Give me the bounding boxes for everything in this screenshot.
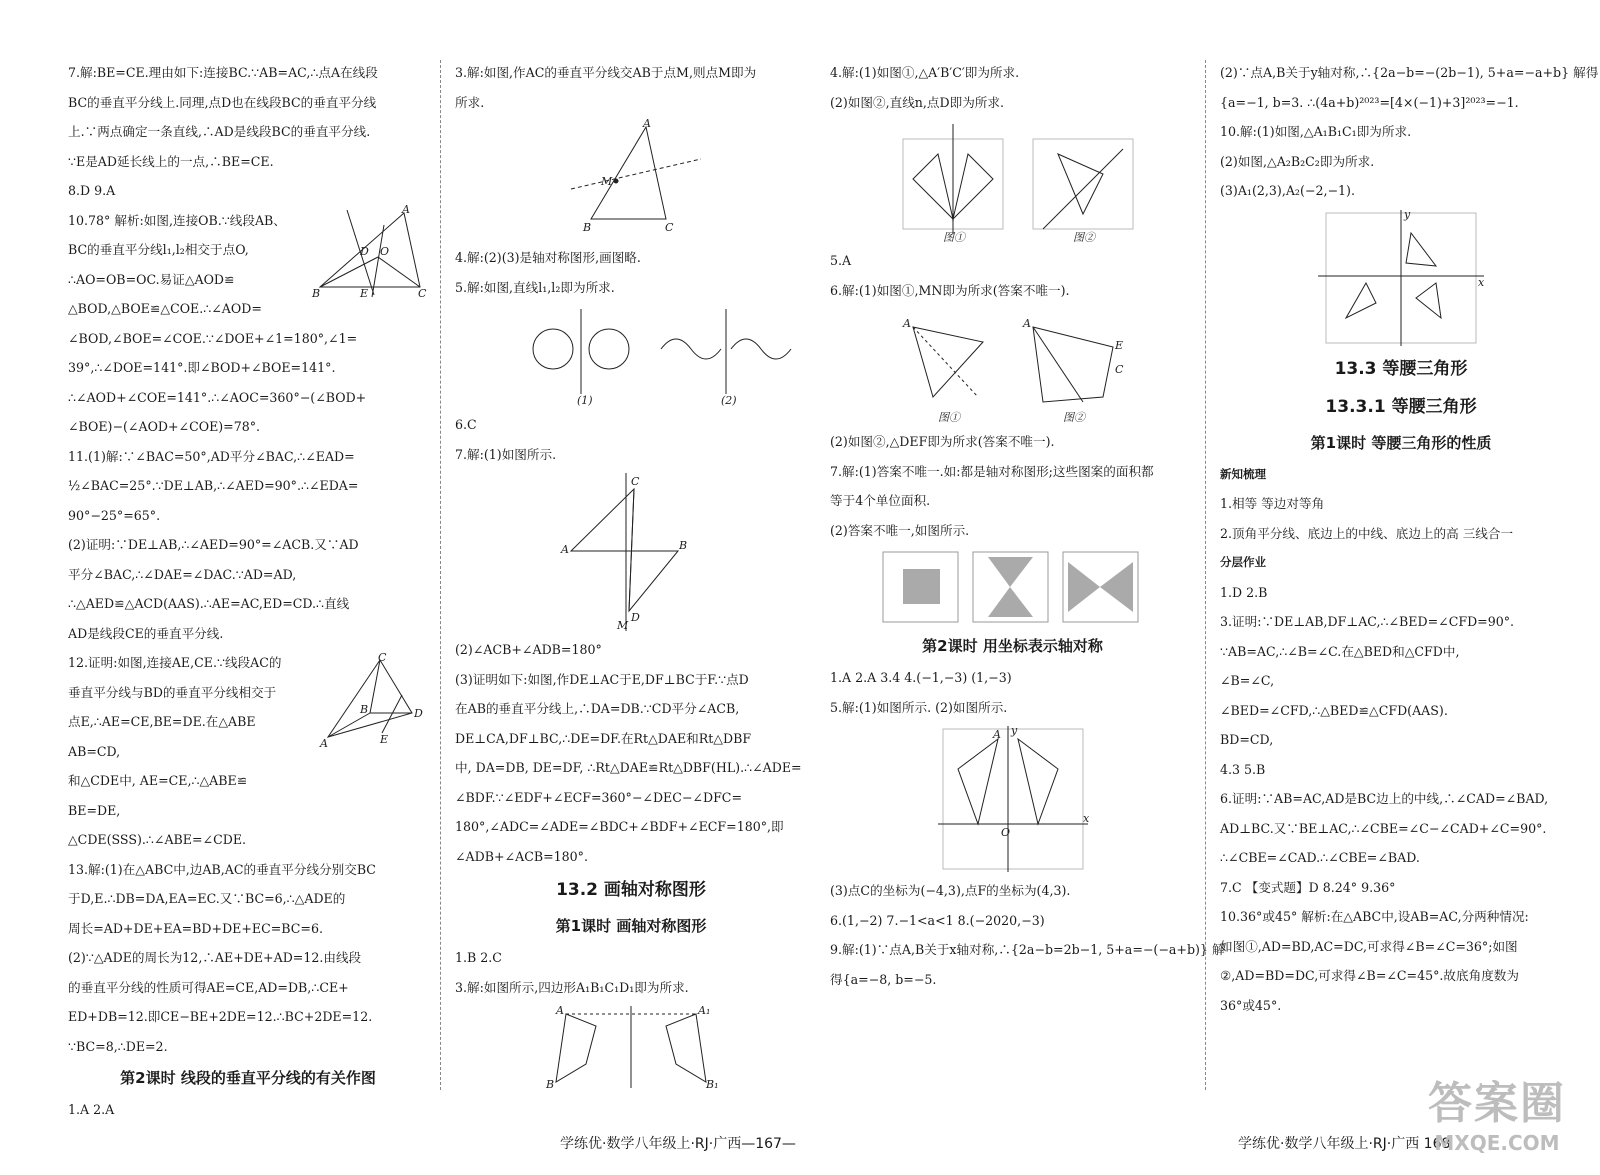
svg-text:C: C: [665, 221, 674, 234]
text-line: BD=CD,: [1220, 732, 1274, 747]
text-line: 10.解:(1)如图,△A₁B₁C₁即为所求.: [1220, 124, 1412, 139]
divider: [1205, 60, 1206, 1090]
figure-q5: [481, 304, 781, 408]
label-homework: 分层作业: [1220, 555, 1266, 569]
text-line: BE=DE,: [68, 802, 121, 818]
text-line: 1.B 2.C: [455, 950, 502, 965]
svg-text:O: O: [1000, 826, 1010, 839]
text-line: (2)证明:∵DE⊥AB,∴∠AED=90°=∠ACB.又∵AD: [68, 537, 359, 552]
text-line: 7.C 【变式题】D 8.24° 9.36°: [1220, 879, 1396, 895]
column-2: [455, 58, 807, 1092]
text-line: 3.解:如图所示,四边形A₁B₁C₁D₁即为所求.: [455, 979, 689, 995]
text-line: 13.解:(1)在△ABC中,边AB,AC的垂直平分线分别交BC: [68, 861, 376, 877]
page-footer-right: 学练优·数学八年级上·RJ·广西 168: [1238, 1136, 1451, 1152]
svg-text:A: A: [402, 203, 410, 216]
text-line: (2)∵△ADE的周长为12,∴AE+DE+AD=12.由线段: [68, 950, 362, 965]
text-line: 36°或45°.: [1220, 997, 1282, 1013]
svg-text:(2): (2): [721, 394, 737, 407]
text-line: ②,AD=BD=DC,可求得∠B=∠C=45°.故底角度数为: [1220, 968, 1519, 983]
text-line: 点E,∴AE=CE,BE=DE.在△ABE: [68, 714, 256, 729]
text-line: 3.解:如图,作AC的垂直平分线交AB于点M,则点M即为: [455, 65, 757, 80]
text-line: 的垂直平分线的性质可得AE=CE,AD=DB,∴CE+: [68, 979, 349, 995]
text-line: 在AB的垂直平分线上,∴DA=DB.∵CD平分∠ACB,: [455, 701, 740, 716]
subsection-heading: 13.3.1 等腰三角形: [1325, 396, 1477, 417]
svg-text:A₁: A₁: [698, 1004, 711, 1017]
text-line: AD⊥BC.又∵BE⊥AC,∴∠CBE=∠C−∠CAD+∠C=90°.: [1220, 820, 1547, 836]
label-new-knowledge: 新知梳理: [1220, 466, 1266, 481]
text-line: 如图①,AD=BD,AC=DC,可求得∠B=∠C=36°;如图: [1220, 938, 1518, 954]
text-line: BC的垂直平分线上.同理,点D也在线段BC的垂直平分线: [68, 94, 377, 110]
page-footer-left: 学练优·数学八年级上·RJ·广西—167—: [560, 1136, 796, 1152]
svg-text:D: D: [360, 245, 369, 258]
text-line: 10.78° 解析:如图,连接OB.∵线段AB、: [68, 212, 286, 228]
text-line: 等于4个单位面积.: [830, 493, 931, 508]
text-line: △BOD,△BOE≌△COE.∴∠AOD=: [68, 301, 262, 316]
figure-q4-grids: [883, 119, 1143, 244]
figure-q10-coord: [1316, 208, 1486, 348]
text-line: 7.解:(1)如图所示.: [455, 446, 557, 462]
text-line: 7.解:(1)答案不唯一.如:都是轴对称图形;这些图案的面积都: [830, 463, 1154, 479]
svg-text:A: A: [556, 1004, 564, 1017]
figure-q12: [320, 651, 435, 750]
text-line: ∵BC=8,∴DE=2.: [68, 1038, 168, 1054]
svg-text:图②: 图②: [1062, 411, 1085, 424]
text-line: (2)∠ACB+∠ADB=180°: [455, 642, 602, 657]
text-line: 周长=AD+DE+EA=BD+DE+EC=BC=6.: [68, 920, 323, 936]
column-3: [830, 58, 1225, 994]
text-line: ED+DB=12.即CE−BE+2DE=12.∴BC+2DE=12.: [68, 1009, 373, 1024]
text-line: 和△CDE中, AE=CE,∴△ABE≌: [68, 773, 248, 788]
svg-text:E: E: [380, 733, 389, 746]
lesson-heading: 第2课时 线段的垂直平分线的有关作图: [120, 1069, 376, 1087]
watermark: [1422, 1067, 1572, 1157]
svg-text:D: D: [631, 611, 640, 624]
text-line: 1.A 2.A: [68, 1102, 115, 1117]
text-line: 90°−25°=65°.: [68, 507, 161, 523]
text-line: BC的垂直平分线l₁,l₂相交于点O,: [68, 242, 249, 257]
text-line: 得{a=−8, b=−5.: [830, 971, 937, 987]
watermark-logo: 答案圈: [1428, 1078, 1566, 1129]
svg-text:A: A: [992, 728, 1001, 741]
text-line: (3)点C的坐标为(−4,3),点F的坐标为(4,3).: [830, 883, 1071, 898]
svg-text:(1): (1): [577, 394, 593, 407]
text-line: 1.相等 等边对等角: [1220, 496, 1325, 511]
text-line: 1.D 2.B: [1220, 584, 1268, 600]
svg-text:x: x: [1082, 812, 1089, 825]
svg-text:B: B: [546, 1078, 555, 1091]
svg-text:C: C: [1114, 363, 1123, 376]
text-line: 10.36°或45° 解析:在△ABC中,设AB=AC,分两种情况:: [1220, 909, 1529, 924]
divider: [440, 60, 441, 1090]
text-line: 5.A: [830, 253, 852, 268]
text-line: 于D,E.∴DB=DA,EA=EC.又∵BC=6,∴△ADE的: [68, 891, 346, 906]
column-4: [1220, 58, 1599, 1020]
watermark-url: MXQE.COM: [1434, 1131, 1560, 1155]
svg-text:y: y: [1404, 207, 1411, 221]
text-line: {a=−1, b=3. ∴(4a+b)²⁰²³=[4×(−1)+3]²⁰²³=−1.: [1220, 94, 1519, 110]
text-line: (3)证明如下:如图,作DE⊥AC于E,DF⊥BC于F.∵点D: [455, 671, 749, 687]
text-line: 所求.: [455, 94, 485, 110]
text-line: 上.∵两点确定一条直线,∴AD是线段BC的垂直平分线.: [68, 124, 371, 139]
text-line: ∴△AED≌△ACD(AAS).∴AE=AC,ED=CD.∴直线: [68, 596, 350, 611]
text-line: ∠BDF.∵∠EDF+∠ECF=360°−∠DEC−∠DFC=: [455, 789, 742, 805]
text-line: AD是线段CE的垂直平分线.: [68, 625, 224, 641]
text-line: 2.顶角平分线、底边上的中线、底边上的高 三线合一: [1220, 525, 1514, 541]
section-heading: 13.3 等腰三角形: [1334, 358, 1468, 379]
figure-q5-coord: [933, 724, 1093, 874]
text-line: ∴∠CBE=∠CAD.∴∠CBE=∠BAD.: [1220, 850, 1420, 865]
text-line: 4.解:(1)如图①,△A′B′C′即为所求.: [830, 65, 1020, 80]
lesson-heading: 第1课时 等腰三角形的性质: [1310, 433, 1492, 452]
figure-q7-patterns: [878, 547, 1148, 627]
text-line: AB=CD,: [68, 743, 121, 759]
text-line: 180°,∠ADC=∠ADE=∠BDC+∠BDF+∠ECF=180°,即: [455, 819, 784, 834]
svg-text:D: D: [414, 707, 423, 720]
figure-q7: [551, 471, 711, 633]
text-line: (3)A₁(2,3),A₂(−2,−1).: [1220, 183, 1355, 198]
svg-text:E: E: [1114, 339, 1123, 352]
svg-text:B₁: B₁: [706, 1078, 719, 1091]
text-line: 7.解:BE=CE.理由如下:连接BC.∵AB=AC,∴点A在线段: [68, 65, 378, 80]
text-line: (2)如图,△A₂B₂C₂即为所求.: [1220, 153, 1375, 169]
text-line: ∠ADB+∠ACB=180°.: [455, 848, 588, 864]
svg-text:A: A: [320, 737, 328, 750]
svg-text:C: C: [631, 475, 640, 488]
text-line: 3.证明:∵DE⊥AB,DF⊥AC,∴∠BED=∠CFD=90°.: [1220, 614, 1515, 629]
svg-text:图①: 图①: [942, 231, 965, 244]
text-line: (2)如图②,△DEF即为所求(答案不唯一).: [830, 434, 1055, 449]
text-line: ∵AB=AC,∴∠B=∠C.在△BED和△CFD中,: [1220, 643, 1460, 659]
svg-text:图①: 图①: [937, 411, 960, 424]
section-heading: 13.2 画轴对称图形: [556, 880, 706, 900]
svg-text:C: C: [378, 651, 387, 664]
svg-text:A: A: [643, 117, 651, 130]
svg-text:C: C: [418, 287, 427, 300]
text-line: (2)∵点A,B关于y轴对称,∴{2a−b=−(2b−1), 5+a=−a+b} 解得: [1220, 65, 1599, 80]
text-line: DE⊥CA,DF⊥BC,∴DE=DF.在Rt△DAE和Rt△DBF: [455, 730, 752, 746]
text-line: 垂直平分线与BD的垂直平分线相交于: [68, 684, 277, 700]
lesson-heading: 第1课时 画轴对称图形: [555, 917, 707, 935]
text-line: 6.解:(1)如图①,MN即为所求(答案不唯一).: [830, 282, 1070, 298]
text-line: 4.3 5.B: [1220, 761, 1266, 777]
figure-q3b: [546, 1004, 719, 1091]
text-line: 11.(1)解:∵∠BAC=50°,AD平分∠BAC,∴∠EAD=: [68, 448, 355, 464]
text-line: 4.解:(2)(3)是轴对称图形,画图略.: [455, 250, 641, 265]
svg-text:A: A: [561, 543, 569, 556]
svg-text:图②: 图②: [1072, 231, 1095, 244]
text-line: ∴∠AOD+∠COE=141°.∴∠AOC=360°−(∠BOD+: [68, 389, 367, 405]
text-line: 平分∠BAC,∴∠DAE=∠DAC.∵AD=AD,: [68, 566, 297, 582]
svg-text:B: B: [312, 287, 321, 300]
svg-text:A: A: [1022, 317, 1031, 330]
svg-text:B: B: [360, 703, 369, 716]
text-line: 5.解:如图,直线l₁,l₂即为所求.: [455, 279, 615, 295]
figure-q10: [312, 205, 427, 300]
svg-text:B: B: [679, 539, 688, 552]
text-line: 1.A 2.A 3.4 4.(−1,−3) (1,−3): [830, 670, 1012, 685]
text-line: ∴AO=OB=OC.易证△AOD≌: [68, 271, 235, 287]
text-line: 5.解:(1)如图所示. (2)如图所示.: [830, 699, 1008, 715]
svg-text:A: A: [902, 317, 911, 330]
svg-text:M: M: [601, 175, 613, 188]
text-line: ½∠BAC=25°.∵DE⊥AB,∴∠AED=90°.∴∠EDA=: [68, 478, 359, 493]
text-line: (2)如图②,直线n,点D即为所求.: [830, 94, 1004, 110]
text-line: △CDE(SSS).∴∠ABE=∠CDE.: [68, 832, 247, 847]
text-line: ∠BOE)−(∠AOD+∠COE)=78°.: [68, 419, 261, 434]
figure-q3: [551, 119, 711, 241]
text-line: 中, DA=DB, DE=DF, ∴Rt△DAE≌Rt△DBF(HL).∴∠ADE=: [455, 760, 802, 775]
svg-text:O: O: [380, 245, 390, 258]
text-line: 12.证明:如图,连接AE,CE.∵线段AC的: [68, 655, 282, 670]
svg-text:E: E: [360, 287, 369, 300]
svg-text:M: M: [617, 619, 629, 632]
svg-text:x: x: [1478, 275, 1485, 289]
text-line: 6.C: [455, 417, 477, 432]
text-line: 6.(1,−2) 7.−1<a<1 8.(−2020,−3): [830, 912, 1045, 928]
text-line: ∵E是AD延长线上的一点,∴BE=CE.: [68, 153, 274, 169]
text-line: 9.解:(1)∵点A,B关于x轴对称,∴{2a−b=2b−1, 5+a=−(−a+b)} 解: [830, 942, 1225, 957]
text-line: 8.D 9.A: [68, 183, 116, 198]
text-line: ∠BOD,∠BOE=∠COE.∵∠DOE+∠1=180°,∠1=: [68, 330, 358, 346]
text-line: ∠BED=∠CFD,∴△BED≌△CFD(AAS).: [1220, 702, 1448, 718]
figure-q6: [883, 307, 1143, 425]
lesson-heading: 第2课时 用坐标表示轴对称: [922, 637, 1103, 655]
svg-text:y: y: [1010, 724, 1017, 737]
text-line: 39°,∴∠DOE=141°.即∠BOD+∠BOE=141°.: [68, 360, 336, 375]
text-line: (2)答案不唯一,如图所示.: [830, 522, 970, 538]
text-line: ∠B=∠C,: [1220, 673, 1275, 688]
svg-text:B: B: [583, 221, 592, 234]
text-line: 6.证明:∵AB=AC,AD是BC边上的中线,∴∠CAD=∠BAD,: [1220, 791, 1549, 806]
